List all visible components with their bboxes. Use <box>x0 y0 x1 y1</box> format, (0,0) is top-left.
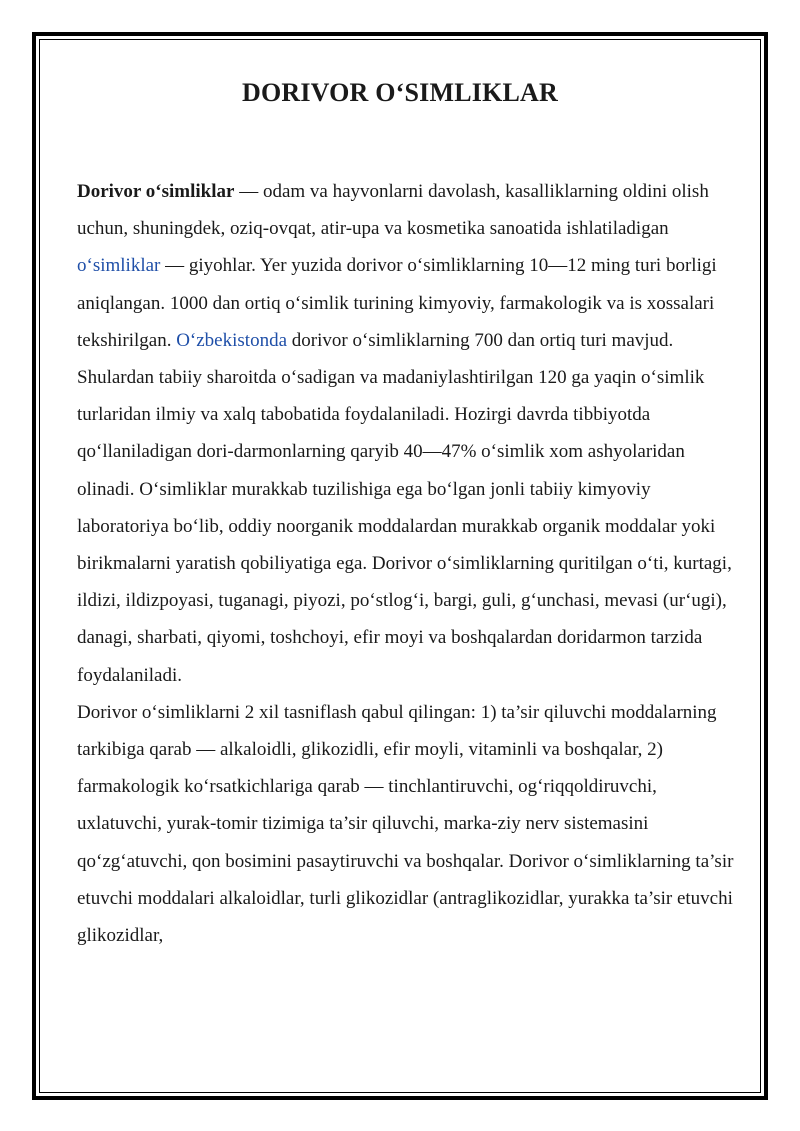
document-title: DORIVOR O‘SIMLIKLAR <box>241 78 559 107</box>
paragraph-1-text-a: — odam va hayvonlarni davolash, kasalliklarning oldini olish uchun, shuningdek, oziq-ovqat, atir-upa va kosmetika sanoatida ishlatiladigan <box>77 181 709 240</box>
link-ozbekistonda[interactable]: O‘zbekistonda <box>176 329 288 351</box>
paragraph-1-text-c: dorivor o‘simliklarning 700 dan ortiq turi mavjud. Shulardan tabiiy sharoitda o‘sadigan va madaniylashtirilgan 120 ga yaqin o‘simlik turlaridan ilmiy va xalq tabobatida foydalaniladi. Hozirgi davrda tibbiyotda qo‘llaniladigan dori-darmonlarning qaryib 40—47% o‘simlik xom ashyolaridan olinadi. O‘simliklar murakkab tuzilishiga ega bo‘lgan jonli tabiiy kimyoviy laboratoriya bo‘lib, oddiy noorganik moddalardan murakkab organik moddalar yoki birikmalarni yaratish qobiliyatiga ega. Dorivor o‘simliklarning quritilgan o‘ti, kurtagi, ildizi, ildizpoyasi, tuganagi, piyozi, po‘stlog‘i, bargi, guli, g‘unchasi, mevasi (ur‘ugi), danagi, sharbati, qiyomi, toshchoyi, efir moyi va boshqalardan doridarmon tarzida foydalaniladi. <box>77 329 732 686</box>
term-bold: Dorivor o‘simliklar <box>77 181 235 202</box>
document-body <box>77 173 737 954</box>
paragraph-1 <box>77 173 737 694</box>
paragraph-2: Dorivor o‘simliklarni 2 xil tasniflash qabul qilingan: 1) ta’sir qiluvchi moddalarning tarkibiga qarab — alkaloidli, glikozidli, efir moyli, vitaminli va boshqalar, 2) farmakologik ko‘rsatkichlariga qarab — tinchlantiruvchi, og‘riqqoldiruvchi, uxlatuvchi, yurak-tomir tizimiga ta’sir qiluvchi, marka-ziy nerv sistemasini qo‘zg‘atuvchi, qon bosimini pasaytiruvchi va boshqalar. Dorivor o‘simliklarning ta’sir etuvchi moddalari alkaloidlar, turli glikozidlar (antraglikozidlar, yurakka ta’sir etuvchi glikozidlar, <box>77 701 734 947</box>
link-osimliklar[interactable]: o‘simliklar <box>77 255 161 277</box>
paragraph-1-text-b: — giyohlar. Yer yuzida dorivor o‘simliklarning 10—12 ming turi borligi aniqlangan. 1000 dan ortiq o‘simlik turining kimyoviy, farmakologik va is xossalari tekshirilgan. <box>77 255 717 351</box>
